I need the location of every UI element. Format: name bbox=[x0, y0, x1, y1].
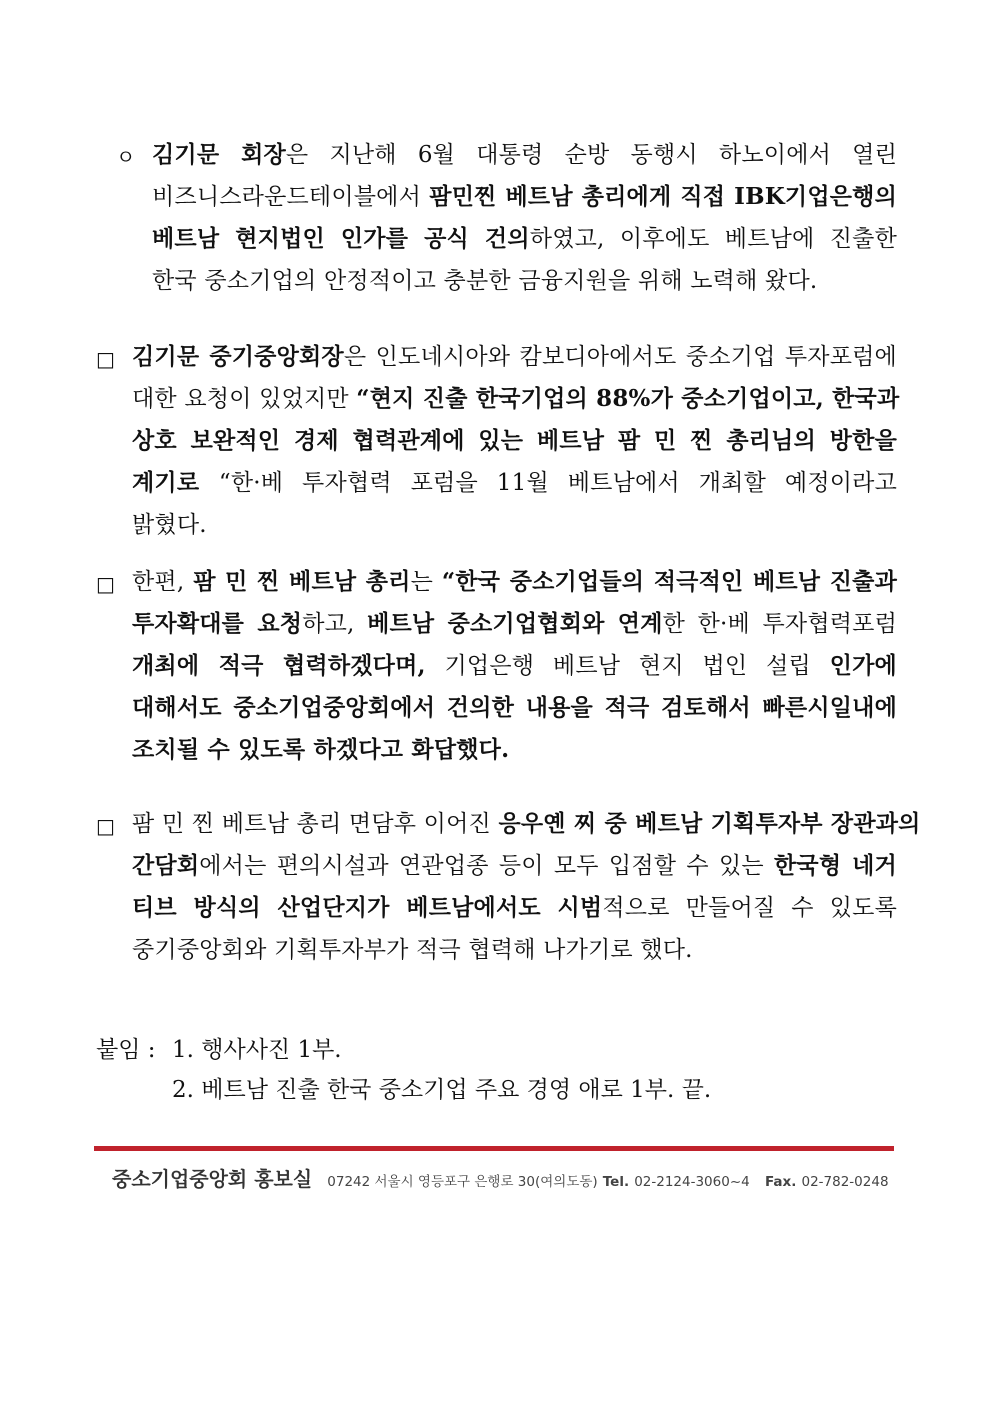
bold-text-segment: 팜민찐 베트남 총리에게 직접 IBK기업은행의 bbox=[429, 183, 897, 210]
text-segment: 밝혔다. bbox=[132, 512, 207, 538]
footer-org-name: 중소기업중앙회 홍보실 bbox=[112, 1167, 313, 1191]
text-segment: 하였고, 이후에도 베트남에 진출한 bbox=[529, 226, 897, 252]
footer-address: 07242 서울시 영등포구 은행로 30(여의도동) bbox=[327, 1174, 598, 1190]
section-1-paragraph bbox=[0, 134, 992, 304]
footer bbox=[112, 1163, 889, 1192]
paragraph-line bbox=[132, 687, 897, 729]
bold-text-segment: 티브 방식의 산업단지가 베트남에서도 시범 bbox=[132, 894, 603, 921]
paragraph-line bbox=[152, 218, 897, 260]
text-segment: 비즈니스라운드테이블에서 bbox=[152, 184, 430, 210]
text-segment: 하고, bbox=[302, 611, 368, 637]
paragraph-line bbox=[132, 336, 897, 378]
text-segment: 한 한·베 투자협력포럼 bbox=[662, 611, 898, 637]
bold-text-segment: 간담회 bbox=[132, 852, 200, 879]
bold-text-segment: 대해서도 중소기업중앙회에서 건의한 내용을 적극 검토해서 빠른시일내에 bbox=[132, 694, 897, 721]
footer-divider bbox=[94, 1146, 894, 1151]
bold-text-segment: 한국형 네거 bbox=[774, 852, 897, 879]
paragraph-line bbox=[132, 603, 897, 645]
text-segment: 에서는 편의시설과 연관업종 등이 모두 입점할 수 있는 bbox=[199, 853, 774, 879]
paragraph-line bbox=[132, 504, 897, 546]
bold-text-segment: 투자확대를 요청 bbox=[132, 610, 303, 637]
paragraph-line bbox=[152, 260, 897, 302]
paragraph-line bbox=[132, 561, 897, 603]
bold-text-segment: 상호 보완적인 경제 협력관계에 있는 베트남 팜 민 찐 총리님의 방한을 bbox=[132, 427, 897, 454]
text-segment: 기업은행 베트남 현지 법인 설립 bbox=[425, 653, 830, 679]
text-segment: 중기중앙회와 기획투자부가 적극 협력해 나가기로 했다. bbox=[132, 937, 693, 963]
paragraph-line bbox=[132, 462, 897, 504]
text-segment: “한·베 투자협력 포럼을 11월 베트남에서 개최할 예정이라고 bbox=[218, 470, 897, 496]
section-2-paragraph bbox=[0, 336, 992, 548]
bold-text-segment: 개최에 적극 협력하겠다며, bbox=[132, 652, 426, 679]
text-segment: 적으로 만들어질 수 있도록 bbox=[602, 895, 897, 921]
square-bullet-icon: □ bbox=[96, 572, 116, 596]
bold-text-segment: “한국 중소기업들의 적극적인 베트남 진출과 bbox=[441, 568, 897, 595]
paragraph-line bbox=[132, 803, 921, 845]
footer-tel-label: Tel. bbox=[602, 1174, 630, 1190]
paragraph-line bbox=[132, 645, 897, 687]
bold-text-segment: 김기문 회장 bbox=[152, 141, 286, 168]
circle-bullet-icon: ㅇ bbox=[116, 145, 136, 169]
bold-text-segment: 조치될 수 있도록 하겠다고 화답했다. bbox=[132, 736, 510, 763]
section-3-paragraph bbox=[0, 561, 992, 773]
bold-text-segment: 팜 민 찐 베트남 총리 bbox=[193, 568, 411, 595]
square-bullet-icon: □ bbox=[96, 347, 116, 371]
footer-fax: 02-782-0248 bbox=[801, 1174, 889, 1190]
bold-text-segment: 응우옌 찌 중 베트남 기획투자부 장관과의 bbox=[498, 810, 921, 837]
text-segment: 팜 민 찐 베트남 총리 면담후 이어진 bbox=[132, 811, 499, 837]
paragraph-line bbox=[132, 420, 897, 462]
paragraph-line bbox=[152, 176, 897, 218]
paragraph-line bbox=[132, 845, 897, 887]
attachment-item: 1. 행사사진 1부. bbox=[172, 1037, 342, 1063]
footer-tel: 02-2124-3060~4 bbox=[634, 1174, 750, 1190]
bold-text-segment: “현지 진출 한국기업의 88%가 중소기업이고, 한국과 bbox=[356, 385, 900, 412]
paragraph-line bbox=[132, 929, 897, 971]
footer-fax-label: Fax. bbox=[765, 1174, 797, 1190]
bold-text-segment: 베트남 중소기업협회와 연계 bbox=[367, 610, 663, 637]
bold-text-segment: 계기로 bbox=[132, 469, 219, 496]
text-segment: 한편, bbox=[132, 569, 194, 595]
text-segment: 은 지난해 6월 대통령 순방 동행시 하노이에서 열린 bbox=[285, 142, 897, 168]
paragraph-line bbox=[132, 378, 900, 420]
paragraph-line bbox=[152, 134, 897, 176]
text-segment: 한국 중소기업의 안정적이고 충분한 금융지원을 위해 노력해 왔다. bbox=[152, 268, 818, 294]
section-4-paragraph bbox=[0, 803, 992, 973]
bold-text-segment: 인가에 bbox=[829, 652, 897, 679]
text-segment: 는 bbox=[410, 569, 442, 595]
attachment-item: 2. 베트남 진출 한국 중소기업 주요 경영 애로 1부. 끝. bbox=[172, 1077, 712, 1103]
paragraph-line bbox=[132, 729, 897, 771]
text-segment: 대한 요청이 있었지만 bbox=[132, 386, 357, 412]
bold-text-segment: 김기문 중기중앙회장 bbox=[132, 343, 344, 370]
text-segment: 은 인도네시아와 캄보디아에서도 중소기업 투자포럼에 bbox=[343, 344, 897, 370]
square-bullet-icon: □ bbox=[96, 814, 116, 838]
attachment-label: 붙임 : bbox=[96, 1037, 156, 1063]
bold-text-segment: 베트남 현지법인 인가를 공식 건의 bbox=[152, 225, 530, 252]
paragraph-line bbox=[132, 887, 897, 929]
